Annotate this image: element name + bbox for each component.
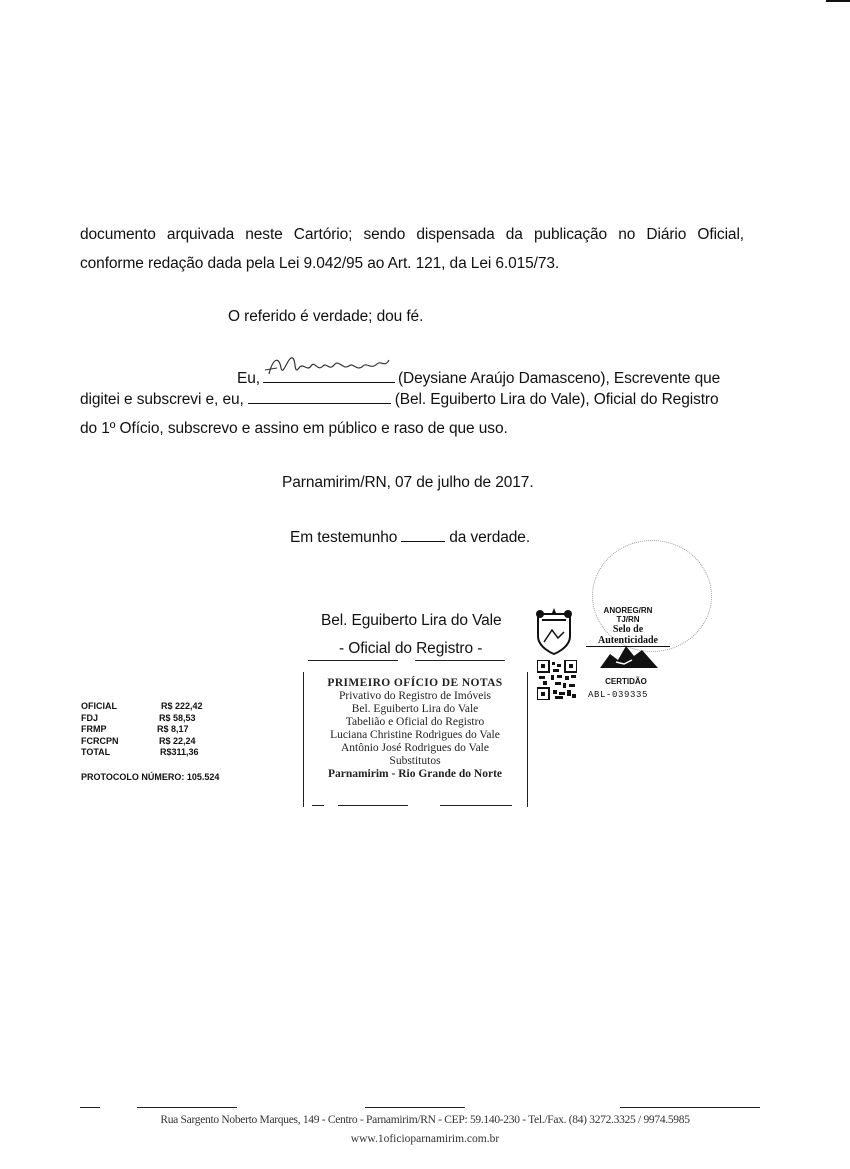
scan-corner-mark	[826, 0, 850, 2]
stamp-rule	[338, 805, 408, 806]
testimony-blank	[401, 541, 445, 542]
stamp-location: Parnamirim - Rio Grande do Norte	[327, 768, 503, 780]
footer-rule	[137, 1107, 237, 1108]
seal-type: CERTIDÃO	[605, 677, 647, 686]
protocol-number: PROTOCOLO NÚMERO: 105.524	[81, 772, 220, 782]
testimony-line	[290, 529, 530, 547]
paragraph-2-line-2	[80, 391, 719, 409]
footer-website: www.1oficioparnamirim.com.br	[350, 1133, 500, 1145]
testimony-prefix: Em testemunho	[290, 529, 398, 546]
seal-org: ANOREG/RN	[603, 606, 653, 615]
paragraph-2-line-1	[237, 362, 720, 388]
fee-row: FDJ R$ 58,53	[81, 712, 196, 723]
stamp-rule	[440, 805, 512, 806]
seal-court: TJ/RN	[616, 615, 640, 624]
fee-row: FCRCPN R$ 22,24	[81, 735, 196, 746]
footer-rule	[80, 1107, 100, 1108]
qr-code-icon	[537, 660, 577, 700]
stamp-line: Antônio José Rodrigues do Vale	[340, 742, 489, 754]
seal-label: Selo de Autenticidade	[586, 624, 670, 647]
clerk-identification: (Deysiane Araújo Damasceno), Escrevente que	[397, 370, 721, 387]
seal-emblem-icon	[596, 642, 662, 672]
stamp-line: Luciana Christine Rodrigues do Vale	[330, 729, 500, 741]
signatory-role: - Oficial do Registro -	[339, 640, 483, 657]
state-coat-of-arms-icon	[532, 608, 576, 656]
line-2-prefix: digitei e subscrevi e, eu,	[80, 391, 244, 408]
signature-rule-right	[415, 660, 505, 661]
footer-address: Rua Sargento Noberto Marques, 149 - Centro - Parnamirim/RN - CEP: 59.140-230 - Tel./Fax. (84) 3272.3325 / 9974.5985	[160, 1114, 690, 1126]
stamp-line: Bel. Eguiberto Lira do Vale	[351, 703, 479, 715]
paragraph-1-line-1: documento arquivada neste Cartório; sendo dispensada da publicação no Diário Oficial,	[80, 226, 744, 243]
place-date: Parnamirim/RN, 07 de julho de 2017.	[282, 474, 534, 491]
stamp-title: PRIMEIRO OFÍCIO DE NOTAS	[327, 677, 503, 689]
signatory-name: Bel. Eguiberto Lira do Vale	[321, 612, 502, 629]
testimony-suffix: da verdade.	[449, 529, 531, 546]
seal-code: ABL-039335	[588, 690, 649, 700]
attestation-text: O referido é verdade; dou fé.	[228, 308, 424, 325]
stamp-line: Tabelião e Oficial do Registro	[345, 716, 485, 728]
footer-rule	[365, 1107, 465, 1108]
fee-row: TOTAL R$311,36	[81, 747, 199, 757]
eu-prefix: Eu,	[237, 370, 260, 387]
stamp-line: Substitutos	[389, 755, 441, 767]
official-identification: (Bel. Eguiberto Lira do Vale), Oficial do Registro	[394, 391, 719, 408]
clerk-signature	[263, 362, 395, 383]
signature-rule-left	[308, 660, 398, 661]
fee-row: FRMP R$ 8,17	[81, 724, 189, 734]
paragraph-2-line-3: do 1º Ofício, subscrevo e assino em público e raso de que uso.	[80, 420, 508, 437]
stamp-line: Privativo do Registro de Imóveis	[338, 690, 492, 702]
paragraph-1-line-2: conforme redação dada pela Lei 9.042/95 ao Art. 121, da Lei 6.015/73.	[80, 255, 560, 272]
notary-stamp	[300, 677, 530, 781]
footer-rule	[620, 1107, 760, 1108]
fee-row: OFICIAL R$ 222,42	[81, 701, 203, 711]
official-signature-blank	[248, 403, 391, 404]
stamp-rule	[312, 805, 324, 806]
fees-table	[81, 701, 203, 759]
